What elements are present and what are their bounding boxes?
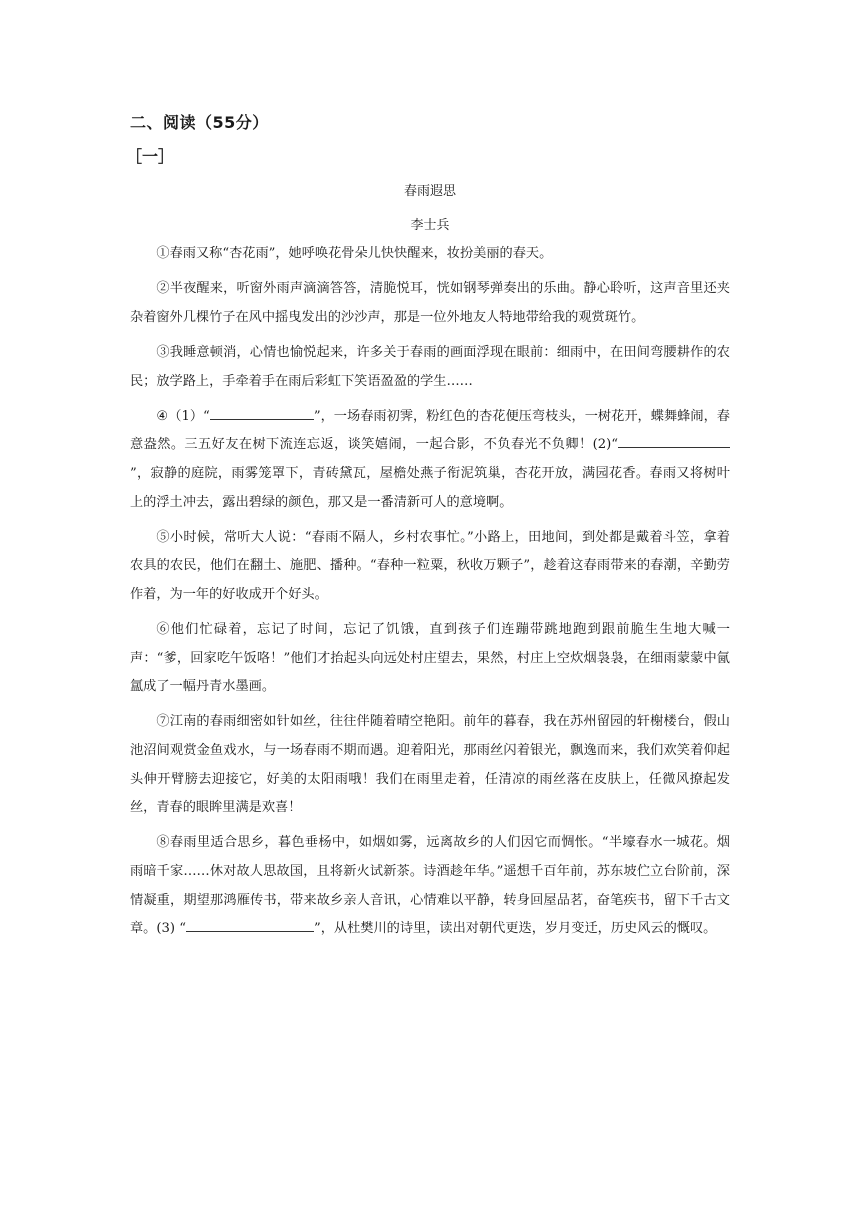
paragraph-2: ②半夜醒来，听窗外雨声滴滴答答，清脆悦耳，恍如钢琴弹奏出的乐曲。静心聆听，这声音里还夹杂着窗外几棵竹子在风中摇曳发出的沙沙声，那是一位外地友人特地带给我的观赏斑竹。 xyxy=(130,281,730,325)
paragraph-4-part-c: ”，寂静的庭院，雨雾笼罩下，青砖黛瓦，屋檐处燕子衔泥筑巢，杏花开放，满园花香。春雨又将树叶上的浮土冲去，露出碧绿的颜色，那又是一番清新可人的意境啊。 xyxy=(130,465,730,510)
answer-blank-3[interactable] xyxy=(186,916,314,932)
paragraph-4-part-a: ④（1）“ xyxy=(156,408,210,424)
article-body xyxy=(130,240,730,950)
paragraph-3: ③我睡意顿消，心情也愉悦起来，许多关于春雨的画面浮现在眼前：细雨中，在田间弯腰耕作的农民；放学路上，手牵着手在雨后彩虹下笑语盈盈的学生…… xyxy=(130,344,730,389)
article-title: 春雨遐思 xyxy=(403,184,456,199)
paragraph-8-part-a: ⑧春雨里适合思乡，暮色垂杨中，如烟如雾，远离故乡的人们因它而惆怅。“半壕春水一城花。烟雨暗千家……休对故人思故国，且将新火试新茶。诗酒趁年华。”遥想千百年前，苏东坡伫立台阶前，深情凝重，期望那鸿雁传书，带来故乡亲人音讯，心情难以平静，转身回屋品茗，奋笔疾书，留下千古文章。(3) “ xyxy=(130,835,730,937)
answer-blank-1[interactable] xyxy=(210,404,314,420)
paragraph-1: ①春雨又称“杏花雨”，她呼唤花骨朵儿快快醒来，妆扮美丽的春天。 xyxy=(156,246,553,261)
paragraph-5: ⑤小时候，常听大人说：“春雨不隔人，乡村农事忙。”小路上，田地间，到处都是戴着斗笠，拿着农具的农民，他们在翻土、施肥、播种。“春种一粒粟，秋收万颗子”，趁着这春雨带来的春潮，辛勤劳作着，为一年的好收成开个好头。 xyxy=(130,529,730,602)
paragraph-8 xyxy=(130,829,730,943)
article-author: 李士兵 xyxy=(410,218,450,233)
paragraph-4 xyxy=(130,403,730,517)
answer-blank-2[interactable] xyxy=(618,432,730,448)
paragraph-6: ⑥他们忙碌着，忘记了时间，忘记了饥饿，直到孩子们连蹦带跳地跑到跟前脆生生地大喊一声：“爹，回家吃午饭咯！”他们才抬起头向远处村庄望去，果然，村庄上空炊烟袅袅，在细雨蒙蒙中氤氲成了一幅丹青水墨画。 xyxy=(130,622,730,695)
paragraph-7: ⑦江南的春雨细密如针如丝，往往伴随着晴空艳阳。前年的暮春，我在苏州留园的轩榭楼台，假山池沼间观赏金鱼戏水，与一场春雨不期而遇。迎着阳光，那雨丝闪着银光，飘逸而来，我们欢笑着仰起头伸开臂膀去迎接它，好美的太阳雨哦！我们在雨里走着，任清凉的雨丝落在皮肤上，任微风撩起发丝，青春的眼眸里满是欢喜！ xyxy=(130,714,730,816)
paragraph-8-part-b: ”，从杜樊川的诗里，读出对朝代更迭，岁月变迁，历史风云的慨叹。 xyxy=(314,921,717,937)
part-label: ［一］ xyxy=(126,147,175,166)
section-heading: 二、阅读（55分） xyxy=(130,113,269,132)
paragraph-4-part-b: ”，一场春雨初霁，粉红色的杏花便压弯枝头，一树花开，蝶舞蜂闹，春意盎然。三五好友在树下流连忘返，谈笑嬉闹，一起合影，不负春光不负卿！(2)“ xyxy=(130,408,730,453)
